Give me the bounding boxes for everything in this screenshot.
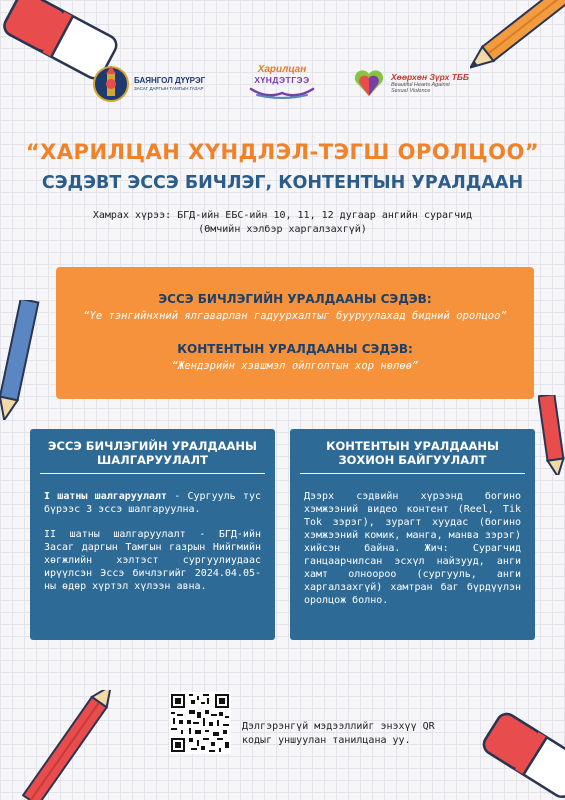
pencil-right-illustration (538, 395, 565, 475)
campaign-logo (244, 64, 320, 99)
logo-row (0, 58, 565, 118)
bayangol-district-logo (92, 62, 205, 106)
essay-round1-label: I шатны шалгаруулалт (44, 491, 167, 502)
content-organization-heading: КОНТЕНТЫН УРАЛДААНЫ ЗОХИОН БАЙГУУЛАЛТ (300, 439, 525, 474)
ngo-tagline-line1: Beautiful Hearts Against (391, 82, 450, 88)
campaign-logo-line2: ХҮНДЭТГЭЭ (254, 75, 310, 85)
district-name: БАЯНГОЛ ДҮҮРЭГ (134, 76, 206, 86)
topics-box (56, 267, 534, 399)
essay-round2: II шатны шалгаруулалт - БГД-ийн Засаг даргын Тамгын газрын Нийгмийн хөгжлийн хэлтэст сургуулиудаас ирүүлсэн Эссэ бичлэгийг 2024.04.05-ны өдөр хүртэл хүлээн авна. (44, 529, 261, 592)
essay-round1 (30, 490, 275, 516)
qr-caption: Дэлгэрэнгүй мэдээллийг энэхүү QR кодыг уншуулан танилцана уу. (242, 721, 435, 746)
district-subtitle: ЗАСАГ ДАРГЫН ТАМГЫН ГАЗАР (134, 85, 204, 91)
heart-icon (352, 66, 386, 100)
content-topic-text: “Жендэрийн хэвшмэл ойлголтын хор нөлөө” (171, 360, 419, 372)
participants-scope: Хамрах хүрээ: БГД-ийн ЕБС-ийн 10, 11, 12 дугаар ангийн сурагчид (92, 210, 473, 221)
content-organization-text: Дээрх сэдвийн хүрээнд богино хэмжээний видео контент (Reel, Tik Tok зэрэг), зурагт хуудас (богино хэмжээний комик, манга, манва зэрэг) хийсэн байна. Жич: Сурагчид ганцаарчилсан эсхүл найзууд, анги хамт олноороо (сургууль, анги харгалзахгүй) хамтран баг бүрдүүлэн оролцож болно. (304, 491, 521, 606)
eraser-bottom-right-illustration (470, 700, 565, 800)
beautiful-hearts-logo (352, 66, 469, 100)
district-emblem-icon (92, 62, 130, 106)
ngo-name: Хөөрхөн Зүрх ТББ (391, 72, 469, 82)
essay-selection-box (30, 429, 275, 640)
main-title: “ХАРИЛЦАН ХҮНДЛЭЛ-ТЭГШ ОРОЛЦОО” (25, 140, 540, 164)
pencil-bottom-left-illustration (0, 690, 140, 800)
qr-code[interactable] (169, 692, 231, 754)
ngo-tagline-line2: Sexual Violence (391, 88, 431, 94)
essay-topic-text: “Үе тэнгийнхний ялгаварлан гадуурхалтыг бууруулахад бидний оролцоо” (83, 310, 507, 322)
main-subtitle: СЭДЭВТ ЭССЭ БИЧЛЭГ, КОНТЕНТЫН УРАЛДААН (41, 173, 524, 193)
content-topic-heading: КОНТЕНТЫН УРАЛДААНЫ СЭДЭВ: (177, 342, 413, 356)
hands-icon (247, 85, 317, 99)
pencil-left-illustration (0, 300, 40, 420)
content-organization-box (290, 429, 535, 640)
campaign-logo-line1: Харилцан (257, 64, 307, 75)
essay-selection-heading: ЭССЭ БИЧЛЭГИЙН УРАЛДААНЫ ШАЛГАРУУЛАЛТ (40, 439, 265, 474)
essay-topic-heading: ЭССЭ БИЧЛЭГИЙН УРАЛДААНЫ СЭДЭВ: (158, 292, 432, 306)
participants-note: (Өмчийн хэлбэр харгалзахгүй) (198, 224, 367, 235)
essay-round1-text: - Сургууль тус бүрээс 3 эссэ шалгаруулна. (44, 491, 261, 515)
participants-info (0, 209, 565, 237)
